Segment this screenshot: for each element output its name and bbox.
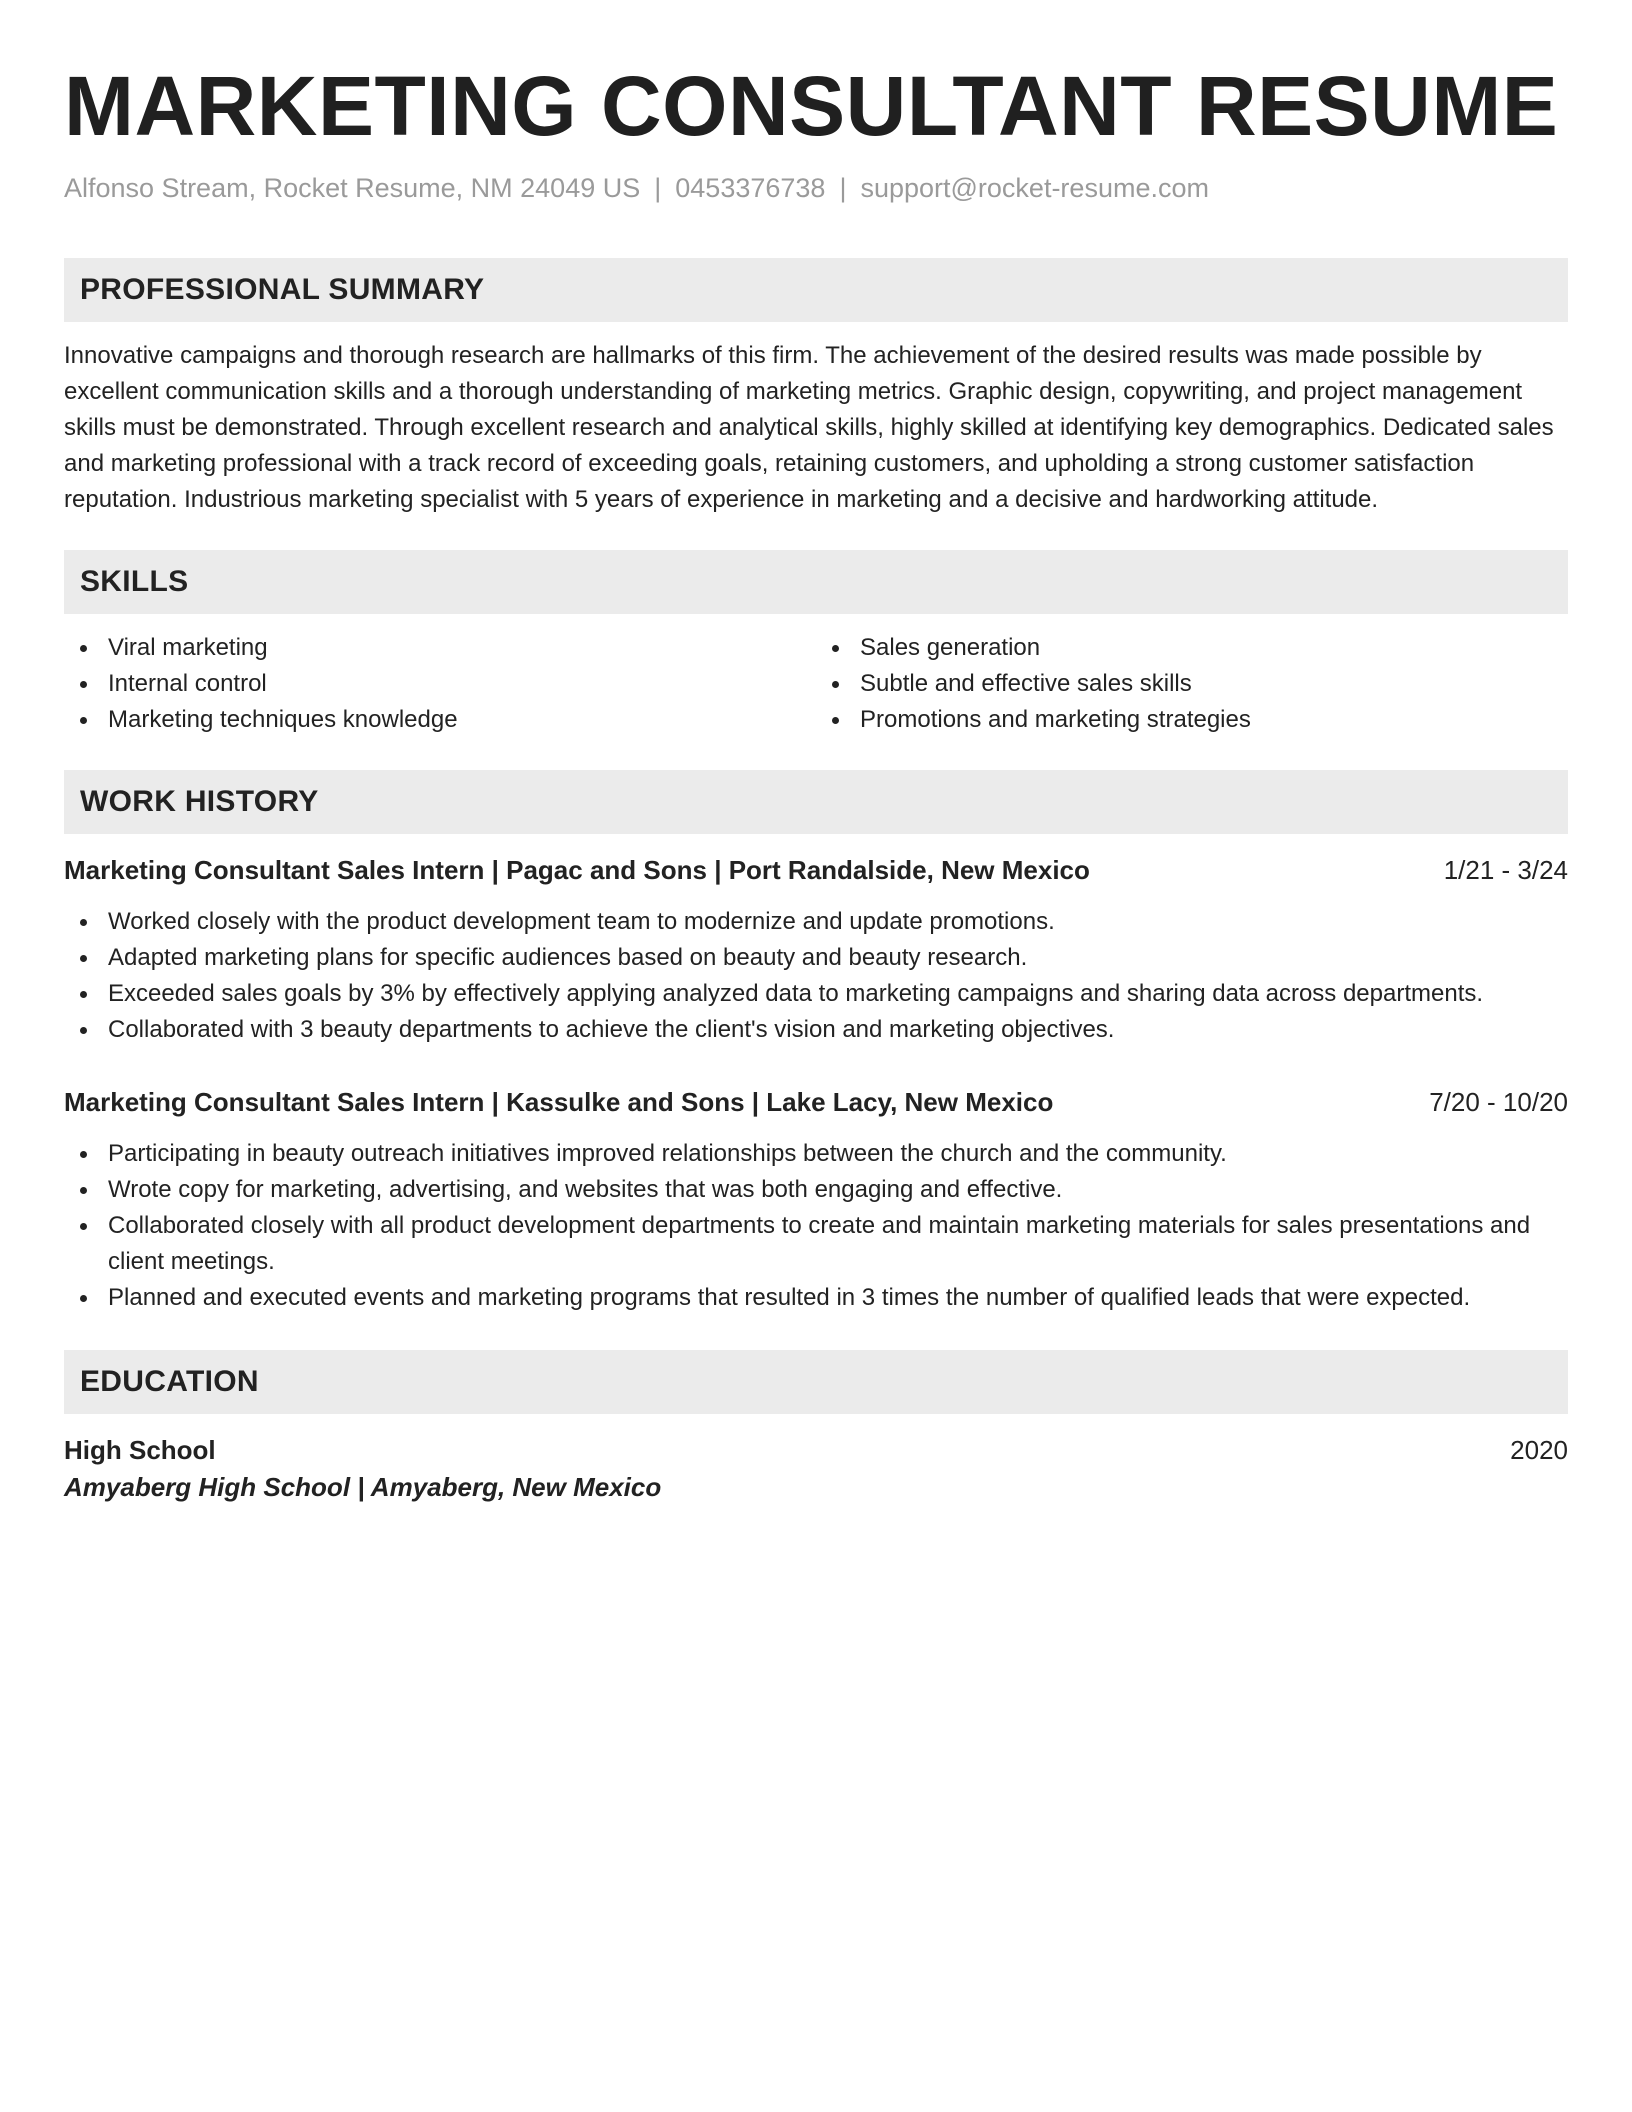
skill-item: Internal control (64, 666, 816, 702)
job-bullet: Collaborated with 3 beauty departments to achieve the client's vision and marketing objectives. (64, 1012, 1568, 1048)
job-bullet: Planned and executed events and marketing programs that resulted in 3 times the number of qualified leads that were expected. (64, 1280, 1568, 1316)
contact-email: support@rocket-resume.com (860, 173, 1209, 203)
job-bullet: Participating in beauty outreach initiatives improved relationships between the church and the community. (64, 1136, 1568, 1172)
job-dates: 7/20 - 10/20 (1429, 1087, 1568, 1117)
education-year: 2020 (1510, 1435, 1568, 1465)
resume-title: MARKETING CONSULTANT RESUME (64, 59, 1559, 153)
job-bullet: Exceeded sales goals by 3% by effectively applying analyzed data to marketing campaigns and sharing data across departments. (64, 976, 1568, 1012)
job-bullets (64, 1136, 1568, 1316)
skills-column-right (816, 630, 1568, 738)
skill-item: Subtle and effective sales skills (816, 666, 1568, 702)
section-heading-education: EDUCATION (64, 1350, 1568, 1414)
skill-item: Sales generation (816, 630, 1568, 666)
contact-phone: 0453376738 (675, 173, 826, 203)
education-degree: High School (64, 1435, 216, 1465)
skill-item: Promotions and marketing strategies (816, 702, 1568, 738)
contact-address: Alfonso Stream, Rocket Resume, NM 24049 US (64, 173, 641, 203)
job-title: Marketing Consultant Sales Intern | Pagac and Sons | Port Randalside, New Mexico (64, 855, 1090, 885)
job-header (64, 852, 1568, 888)
skills-column-left (64, 630, 816, 738)
skill-item: Viral marketing (64, 630, 816, 666)
job-bullets (64, 904, 1568, 1048)
contact-line (64, 170, 1568, 206)
job-entry (64, 1084, 1568, 1316)
job-bullet: Wrote copy for marketing, advertising, and websites that was both engaging and effective. (64, 1172, 1568, 1208)
section-heading-work-history: WORK HISTORY (64, 770, 1568, 834)
job-bullet: Collaborated closely with all product development departments to create and maintain marketing materials for sales presentations and client meetings. (64, 1208, 1568, 1280)
job-entry (64, 852, 1568, 1048)
job-bullet: Worked closely with the product development team to modernize and update promotions. (64, 904, 1568, 940)
job-bullet: Adapted marketing plans for specific audiences based on beauty and beauty research. (64, 940, 1568, 976)
skills-list (64, 630, 1568, 738)
skill-item: Marketing techniques knowledge (64, 702, 816, 738)
summary-text: Innovative campaigns and thorough research are hallmarks of this firm. The achievement of the desired results was made possible by excellent communication skills and a thorough understanding of marketing metrics. Graphic design, copywriting, and project management skills must be demonstrated. Through excellent research and analytical skills, highly skilled at identifying key demographics. Dedicated sales and marketing professional with a track record of exceeding goals, retaining customers, and upholding a strong customer satisfaction reputation. Industrious marketing specialist with 5 years of experience in marketing and a decisive and hardworking attitude. (64, 342, 1554, 513)
education-header (64, 1432, 1568, 1468)
job-dates: 1/21 - 3/24 (1443, 855, 1568, 885)
job-header (64, 1084, 1568, 1120)
job-title: Marketing Consultant Sales Intern | Kassulke and Sons | Lake Lacy, New Mexico (64, 1087, 1054, 1117)
section-heading-summary: PROFESSIONAL SUMMARY (64, 258, 1568, 322)
contact-separator: | (654, 173, 662, 203)
contact-separator: | (839, 173, 847, 203)
section-heading-skills: SKILLS (64, 550, 1568, 614)
education-school: Amyaberg High School | Amyaberg, New Mexico (64, 1472, 662, 1502)
